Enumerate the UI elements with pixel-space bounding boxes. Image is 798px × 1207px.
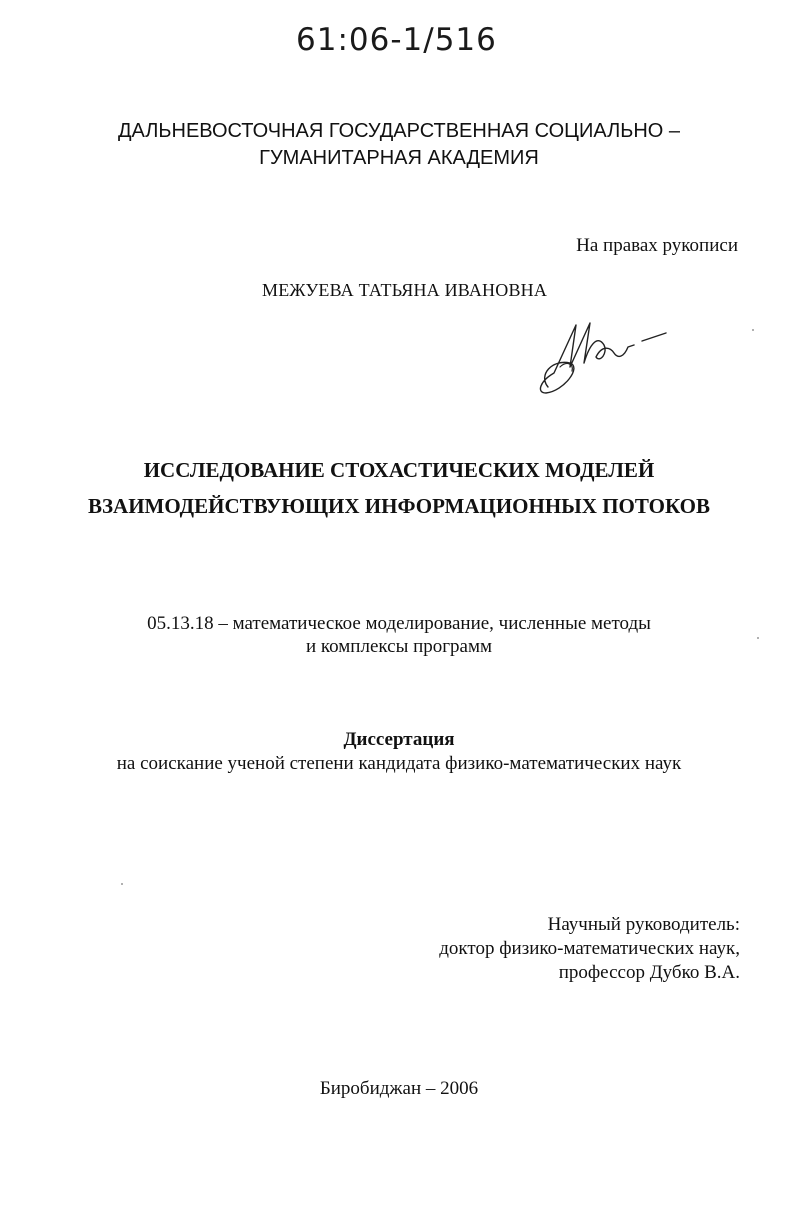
dissertation-title — [0, 452, 798, 524]
scan-speck — [752, 329, 754, 331]
dissertation-heading: Диссертация — [343, 729, 455, 750]
supervisor-degree: доктор физико-математических наук, — [439, 938, 740, 959]
archive-stamp-number: 61:06-1/516 — [296, 22, 497, 58]
scan-speck — [121, 883, 123, 885]
scan-speck — [757, 637, 759, 639]
place-and-year: Биробиджан – 2006 — [319, 1078, 479, 1099]
title-line-1: ИССЛЕДОВАНИЕ СТОХАСТИЧЕСКИХ МОДЕЛЕЙ — [143, 458, 655, 482]
specialty-code — [0, 612, 798, 658]
institution-line-1: ДАЛЬНЕВОСТОЧНАЯ ГОСУДАРСТВЕННАЯ СОЦИАЛЬНО – — [117, 120, 681, 142]
institution-line-2: ГУМАНИТАРНАЯ АКАДЕМИЯ — [259, 147, 539, 169]
title-line-2: ВЗАИМОДЕЙСТВУЮЩИХ ИНФОРМАЦИОННЫХ ПОТОКОВ — [87, 494, 711, 518]
supervisor-name: профессор Дубко В.А. — [558, 962, 740, 983]
supervisor-block — [439, 913, 740, 985]
supervisor-label: Научный руководитель: — [547, 914, 740, 935]
manuscript-rights-note: На правах рукописи — [576, 235, 738, 256]
dissertation-subtitle: на соискание ученой степени кандидата физико-математических наук — [116, 753, 682, 774]
specialty-line-1: 05.13.18 – математическое моделирование, численные методы — [147, 613, 651, 634]
specialty-line-2: и комплексы программ — [305, 636, 493, 657]
institution-name — [0, 118, 798, 172]
author-signature — [530, 305, 680, 400]
author-name: МЕЖУЕВА ТАТЬЯНА ИВАНОВНА — [262, 280, 548, 300]
